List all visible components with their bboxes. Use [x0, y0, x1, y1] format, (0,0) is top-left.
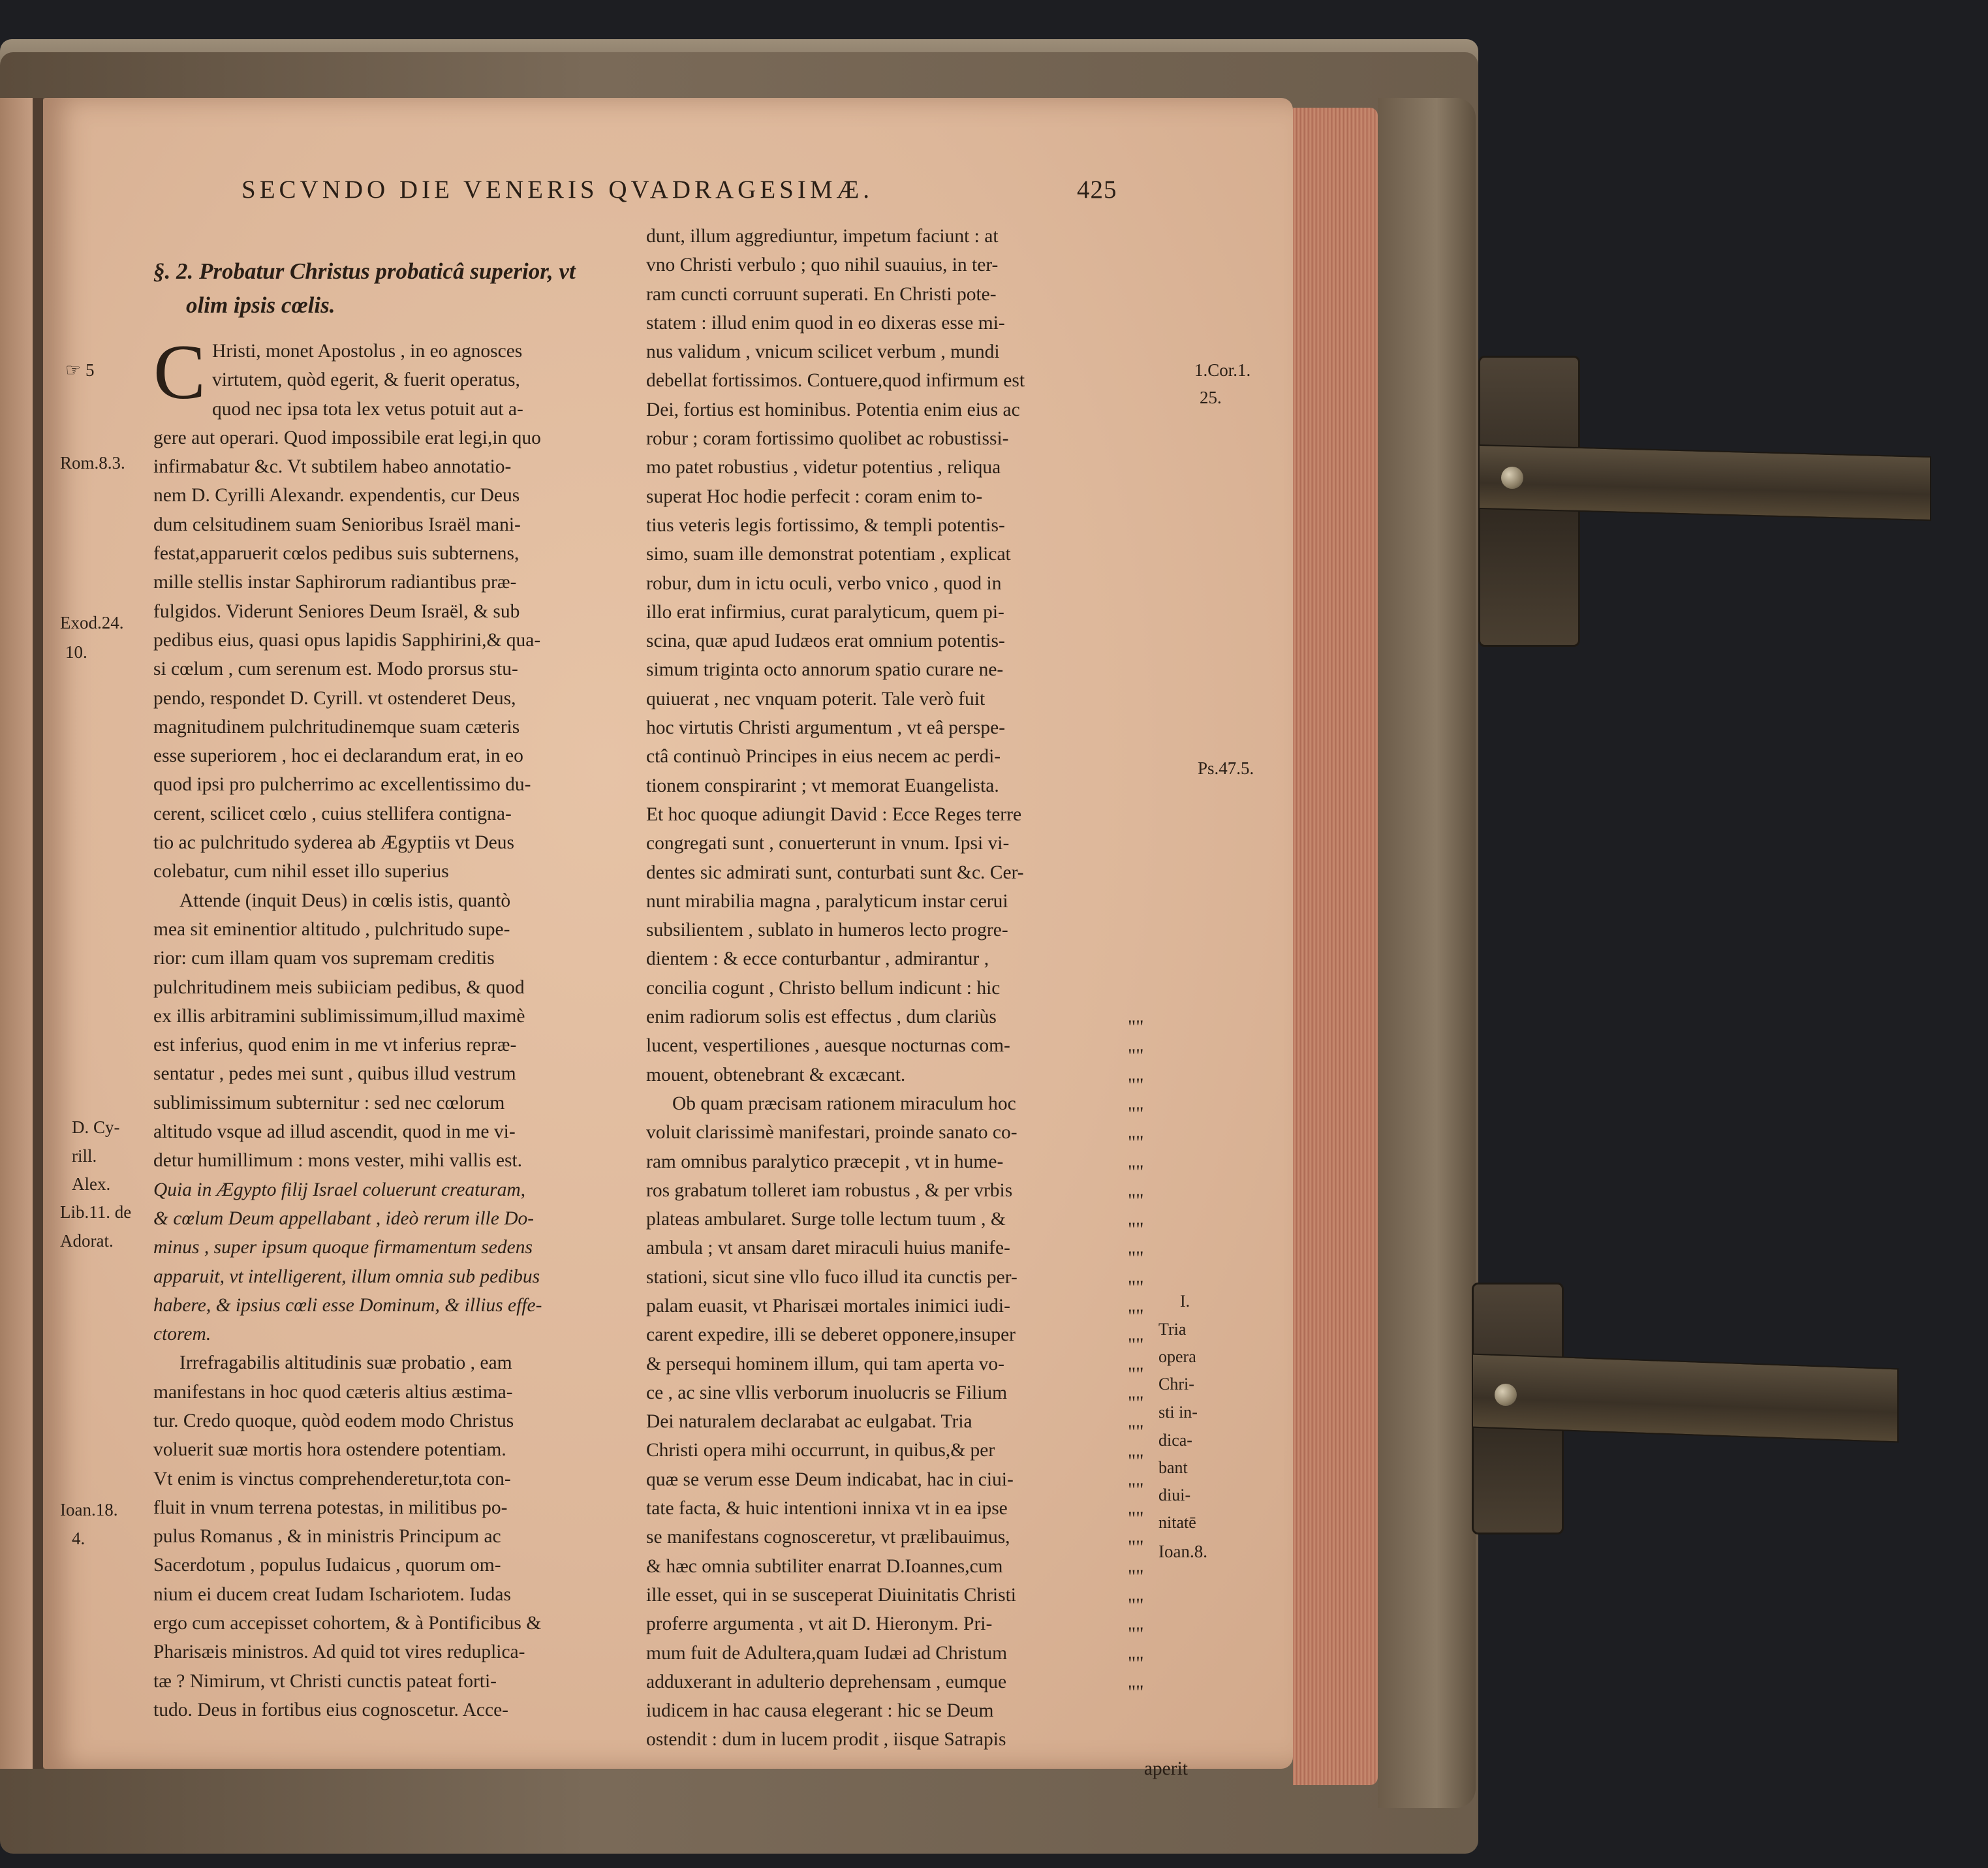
text-line: tionem conspirarint ; vt memorat Euangelista. [646, 775, 999, 796]
text-line: dum celsitudinem suam Senioribus Israël mani- [153, 514, 521, 535]
section-heading [153, 255, 636, 322]
verso-page-edge [0, 98, 33, 1769]
text-line: simo, suam ille demonstrat potentiam , explicat [646, 544, 1011, 565]
section-heading-line: §. 2. Probatur Christus probaticâ superior, vt [153, 258, 576, 284]
quotation-mark: "" [1128, 1276, 1144, 1298]
text-line: simum triginta octo annorum spatio curare ne- [646, 659, 1004, 681]
text-line: rior: cum illam quam vos supremam creditis [153, 948, 495, 969]
text-line: ram cuncti corruunt superati. En Christi pote- [646, 283, 997, 305]
margin-note: opera [1158, 1347, 1196, 1366]
text-line: Sacerdotum , populus Iudaicus , quorum om- [153, 1555, 501, 1576]
right-column-lines [646, 222, 1191, 1783]
text-line: ctâ continuò Principes in eius necem ac perdi- [646, 746, 1001, 768]
page-number: 425 [1077, 176, 1117, 204]
margin-note: I. [1180, 1292, 1190, 1311]
text-line: virtutem, quòd egerit, & fuerit operatus, [212, 369, 520, 391]
left-column-lines [153, 328, 636, 1724]
text-line: nunt mirabilia magna , paralyticum instar cerui [646, 890, 1008, 912]
right-text-column [646, 222, 1191, 1783]
text-line: nem D. Cyrilli Alexandr. expendentis, cur Deus [153, 485, 520, 506]
quotation-mark: "" [1128, 1681, 1144, 1703]
text-line: plateas ambularet. Surge tolle lectum tuum , & [646, 1209, 1006, 1230]
quotation-mark: "" [1128, 1595, 1144, 1616]
text-line: voluit clarissimè manifestari, proinde sanato co- [646, 1122, 1017, 1144]
text-line: scina, quæ apud Iudæos erat omnium potentis- [646, 630, 1005, 652]
text-line: fulgidos. Viderunt Seniores Deum Israël, & sub [153, 600, 520, 622]
quotation-mark: "" [1128, 1421, 1144, 1443]
text-line: Pharisæis ministros. Ad quid tot vires reduplica- [153, 1642, 525, 1663]
text-line: & persequi hominem illum, qui tam aperta vo- [646, 1353, 1004, 1375]
text-line: debellat fortissimos. Contuere,quod infirmum est [646, 370, 1025, 392]
text-line: magnitudinem pulchritudinemque suam cæteris [153, 716, 520, 738]
text-line: vno Christi verbulo ; quo nihil suauius, in ter- [646, 255, 999, 276]
text-line: minus , super ipsum quoque firmamentum sedens [153, 1237, 533, 1258]
text-line: robur ; coram fortissimo quolibet ac robustissi- [646, 428, 1009, 450]
text-line: dientem : & ecce conturbantur , admirantur , [646, 948, 989, 970]
running-head-title: SECVNDO DIE VENERIS QVADRAGESIMÆ. [241, 176, 873, 204]
margin-note: Rom.8.3. [60, 453, 125, 473]
margin-note: Adorat. [60, 1231, 114, 1251]
quotation-mark: "" [1128, 1623, 1144, 1645]
margin-note: sti in- [1158, 1403, 1198, 1422]
text-line: ostendit : dum in lucem prodit , iisque Satrapis [646, 1729, 1006, 1751]
text-line: altitudo vsque ad illud ascendit, quod in me vi- [153, 1121, 516, 1143]
text-line: Dei naturalem declarabat ac eulgabat. Tria [646, 1411, 972, 1433]
text-line: mille stellis instar Saphirorum radiantibus præ- [153, 572, 517, 593]
text-line: iudicem in hac causa elegerant : hic se Deum [646, 1700, 994, 1722]
margin-note: diui- [1158, 1486, 1191, 1504]
quotation-mark: "" [1128, 1450, 1144, 1472]
text-line: tio ac pulchritudo syderea ab Ægyptiis vt Deus [153, 832, 515, 854]
text-line: Attende (inquit Deus) in cœlis istis, quantò [179, 890, 511, 911]
text-line: subsilientem , sublato in humeros lecto progre- [646, 920, 1008, 941]
text-line: est inferius, quod enim in me vt inferius repræ- [153, 1035, 517, 1056]
margin-note: Ioan.8. [1158, 1542, 1207, 1561]
drop-cap: C [153, 328, 206, 415]
left-text-column [153, 255, 636, 1724]
margin-note: dica- [1158, 1431, 1192, 1450]
text-line: si cœlum , cum serenum est. Modo prorsus stu- [153, 659, 518, 680]
text-line: mum fuit de Adultera,quam Iudæi ad Christum [646, 1642, 1008, 1664]
gutter [33, 98, 43, 1769]
text-line: tius veteris legis fortissimo, & templi potentis- [646, 514, 1005, 536]
margin-note: Chri- [1158, 1375, 1194, 1393]
text-line: apparuit, vt intelligerent, illum omnia sub pedibus [153, 1266, 540, 1287]
text-line: superat Hoc hodie perfecit : coram enim to- [646, 486, 983, 507]
margin-note: D. Cy- [72, 1117, 120, 1137]
running-head [241, 175, 1260, 204]
page-block-fore-edge [1293, 108, 1378, 1785]
text-line: manifestans in hoc quod cæteris altius æstima- [153, 1381, 513, 1403]
text-line: lucent, vespertiliones , auesque nocturnas com- [646, 1035, 1010, 1057]
text-line: & hæc omnia subtiliter enarrat D.Ioannes,cum [646, 1555, 1003, 1577]
margin-note: Lib.11. de [60, 1202, 132, 1222]
text-line: quod nec ipsa tota lex vetus potuit aut a- [212, 398, 523, 420]
quotation-mark: "" [1128, 1565, 1144, 1587]
lower-clasp-rivet [1495, 1384, 1517, 1406]
quotation-mark: "" [1128, 1132, 1144, 1154]
text-line: tate facta, & huic intentioni innixa vt in ea ipse [646, 1498, 1008, 1519]
text-line: nus validum , vnicum scilicet verbum , mundi [646, 341, 1000, 363]
text-line: concilia cogunt , Christo bellum indicunt : hic [646, 977, 1001, 999]
text-line: Irrefragabilis altitudinis suæ probatio , eam [179, 1352, 512, 1374]
margin-note: bant [1158, 1458, 1188, 1477]
quotation-mark: "" [1128, 1536, 1144, 1559]
text-line: ros grabatum tolleret iam robustus , & per vrbis [646, 1179, 1013, 1201]
text-line: tur. Credo quoque, quòd eodem modo Christus [153, 1410, 514, 1431]
text-line: robur, dum in ictu oculi, verbo vnico , quod in [646, 572, 1002, 594]
margin-note: nitatē [1158, 1513, 1196, 1532]
text-line: habere, & ipsius cœli esse Dominum, & illius effe- [153, 1294, 542, 1316]
margin-note: Exod.24. [60, 613, 124, 632]
text-line: proferre argumenta , vt ait D. Hieronym. Pri- [646, 1613, 993, 1635]
text-line: ergo cum accepisset cohortem, & à Pontificibus & [153, 1613, 542, 1634]
text-line: esse superiorem , hoc ei declarandum erat, in eo [153, 745, 523, 767]
text-line: Ob quam præcisam rationem miraculum hoc [672, 1093, 1016, 1114]
quotation-mark: "" [1128, 1016, 1144, 1038]
text-line: quæ se verum esse Deum indicabat, hac in ciui- [646, 1469, 1014, 1490]
text-line: cerent, scilicet cœlo , cuius stellifera contigna- [153, 803, 512, 824]
lower-clasp-strap [1472, 1354, 1899, 1443]
text-line: Christi opera mihi occurrunt, in quibus,& per [646, 1440, 995, 1461]
margin-note: 4. [72, 1529, 85, 1548]
quotation-mark: "" [1128, 1334, 1144, 1356]
quotation-mark: "" [1128, 1392, 1144, 1414]
margin-note: 1.Cor.1. [1194, 360, 1251, 380]
quotation-mark: "" [1128, 1508, 1144, 1530]
text-line: detur humillimum : mons vester, mihi vallis est. [153, 1150, 523, 1172]
text-line: quod ipsi pro pulcherrimo ac excellentissimo du- [153, 774, 531, 796]
section-heading-line: olim ipsis cœlis. [186, 292, 335, 318]
text-line: pendo, respondet D. Cyrill. vt ostenderet Deus, [153, 687, 516, 709]
text-line: ambula ; vt ansam daret miraculi huius manife- [646, 1238, 1010, 1259]
upper-clasp-rivet [1501, 467, 1523, 489]
text-line: dentes sic admirati sunt, conturbati sunt &c. Cer- [646, 862, 1024, 883]
text-line: congregati sunt , conuerterunt in vnum. Ipsi vi- [646, 833, 1010, 854]
text-line: mo patet robustius , videtur potentius , reliqua [646, 457, 1001, 478]
text-line: enim radiorum solis est effectus , dum clariùs [646, 1006, 997, 1028]
text-line: carent expedire, illi se deberet opponere,insuper [646, 1324, 1016, 1346]
upper-clasp-strap [1478, 444, 1931, 521]
text-line: tæ ? Nimirum, vt Christi cunctis pateat forti- [153, 1670, 497, 1692]
text-line: mouent, obtenebrant & excæcant. [646, 1064, 906, 1085]
quotation-mark: "" [1128, 1074, 1144, 1096]
text-line: palam euasit, vt Pharisæi mortales inimici iudi- [646, 1295, 1010, 1316]
text-line: quiuerat , nec vnquam poterit. Tale verò fuit [646, 688, 986, 709]
text-line: Et hoc quoque adiungit David : Ecce Reges terre [646, 803, 1022, 825]
text-line: illo erat infirmius, curat paralyticum, quem pi- [646, 601, 1004, 623]
text-line: stationi, sicut sine vllo fuco illud ita cunctis per- [646, 1266, 1017, 1288]
text-line: statem : illud enim quod in eo dixeras esse mi- [646, 312, 1005, 334]
text-line: gere aut operari. Quod impossibile erat legi,in quo [153, 427, 541, 448]
margin-note: ☞ 5 [65, 360, 95, 380]
text-line: pulus Romanus , & in ministris Principum ac [153, 1526, 501, 1548]
text-line: adduxerant in adulterio deprehensam , eumque [646, 1671, 1007, 1692]
text-line: ex illis arbitramini sublimissimum,illud maximè [153, 1005, 525, 1027]
text-line: pulchritudinem meis subiiciam pedibus, & quod [153, 976, 525, 998]
margin-note: Alex. [72, 1174, 111, 1194]
margin-note: Ioan.18. [60, 1500, 118, 1519]
text-line: infirmabatur &c. Vt subtilem habeo annotatio- [153, 456, 512, 478]
text-line: Dei, fortius est hominibus. Potentia enim eius ac [646, 399, 1020, 420]
text-line: dunt, illum aggrediuntur, impetum faciunt : at [646, 226, 999, 247]
text-line: Quia in Ægypto filij Israel coluerunt creaturam, [153, 1179, 526, 1200]
margin-note: Ps.47.5. [1198, 758, 1254, 778]
text-line: Vt enim is vinctus comprehenderetur,tota con- [153, 1468, 511, 1489]
text-line: hoc virtutis Christi argumentum , vt eâ perspe- [646, 717, 1006, 739]
quotation-mark: "" [1128, 1160, 1144, 1183]
margin-note: rill. [72, 1146, 97, 1166]
quotation-mark: "" [1128, 1478, 1144, 1501]
text-line: festat,apparuerit cœlos pedibus suis subternens, [153, 543, 520, 565]
text-line: sublimissimum subternitur : sed nec cœlorum [153, 1092, 505, 1113]
text-line: pedibus eius, quasi opus lapidis Sapphirini,& qua- [153, 629, 541, 651]
text-line: & cœlum Deum appellabant , ideò rerum ille Do- [153, 1207, 535, 1229]
text-line: ille esset, qui in se susceperat Diuinitatis Christi [646, 1584, 1016, 1606]
text-line: ram omnibus paralytico præcepit , vt in hume- [646, 1151, 1004, 1172]
quotation-mark: "" [1128, 1189, 1144, 1211]
margin-note: Tria [1158, 1320, 1187, 1339]
text-line: se manifestans cognosceretur, vt prælibauimus, [646, 1527, 1010, 1548]
cover-fore-edge [1378, 98, 1476, 1808]
text-line: nium ei ducem creat Iudam Ischariotem. Iudas [153, 1583, 511, 1605]
text-line: tudo. Deus in fortibus eius cognoscetur. Acce- [153, 1699, 508, 1720]
quotation-mark: "" [1128, 1045, 1144, 1067]
text-line: colebatur, cum nihil esset illo superius [153, 861, 449, 882]
quotation-mark: "" [1128, 1247, 1144, 1269]
text-line: voluerit suæ mortis hora ostendere potentiam. [153, 1439, 506, 1461]
text-line: sentatur , pedes mei sunt , quibus illud vestrum [153, 1063, 516, 1085]
text-line: Hristi, monet Apostolus , in eo agnosces [212, 341, 523, 362]
quotation-mark: "" [1128, 1652, 1144, 1674]
quotation-mark: "" [1128, 1102, 1144, 1125]
text-line: aperit [1143, 1758, 1188, 1779]
quotation-mark: "" [1128, 1305, 1144, 1327]
quotation-mark: "" [1128, 1219, 1144, 1241]
text-line: mea sit eminentior altitudo , pulchritudo supe- [153, 918, 510, 940]
text-line: ce , ac sine vllis verborum inuolucris se Filium [646, 1382, 1008, 1403]
margin-note: 10. [65, 642, 87, 662]
text-line: ctorem. [153, 1324, 211, 1345]
margin-note: 25. [1200, 388, 1222, 407]
text-line: fluit in vnum terrena potestas, in militibus po- [153, 1497, 508, 1518]
quotation-mark: "" [1128, 1363, 1144, 1385]
